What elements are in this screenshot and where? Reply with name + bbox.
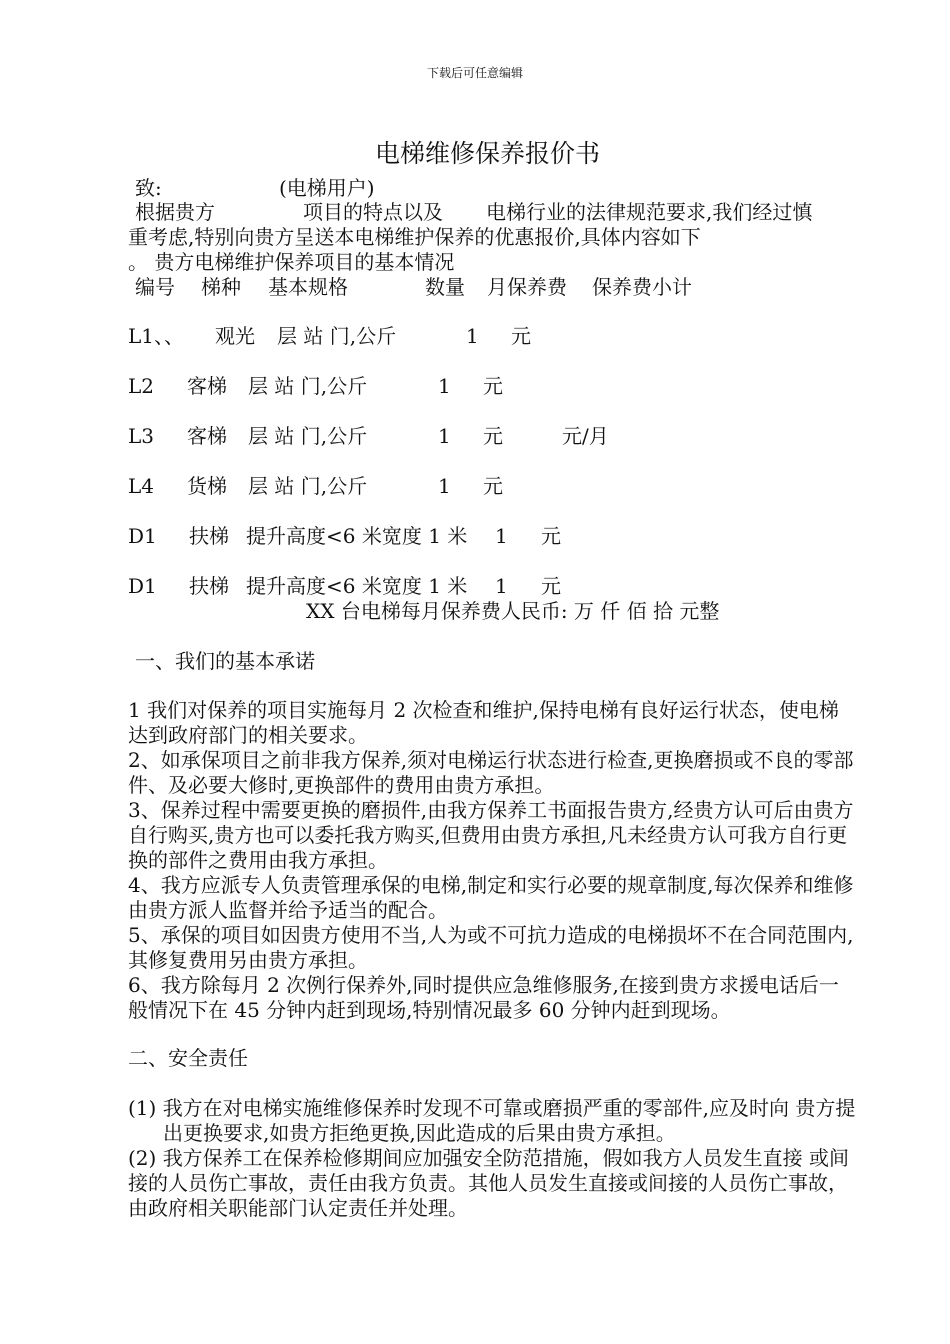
promise-item-4: 4、我方应派专人负责管理承保的电梯,制定和实行必要的规章制度,每次保养和维修由贵方派人监督并给予适当的配合。 — [128, 873, 854, 922]
safety-item-1: (1) 我方在对电梯实施维修保养时发现不可靠或磨损严重的零部件,应及时向 贵方提出更换要求,如贵方拒绝更换,因此造成的后果由贵方承担。 — [128, 1096, 856, 1145]
section-1-body — [128, 698, 858, 1023]
row-5-spec: 提升高度<6 米宽度 1 米 — [246, 524, 468, 548]
section-2-heading: 二、安全责任 — [128, 1046, 248, 1070]
row-1-spec: 层 站 门,公斤 — [277, 324, 397, 348]
section-2-body — [128, 1096, 858, 1221]
promise-item-6: 6、我方除每月 2 次例行保养外,同时提供应急维修服务,在接到贵方求援电话后一般情况下在 45 分钟内赶到现场,特别情况最多 60 分钟内赶到现场。 — [128, 973, 839, 1022]
row-1-fee: 元 — [511, 324, 531, 348]
to-label: 致: — [135, 176, 162, 200]
row-6-spec: 提升高度<6 米宽度 1 米 — [246, 574, 468, 598]
col-header-code: 编号 — [135, 275, 175, 299]
promise-item-3: 3、保养过程中需要更换的磨损件,由我方保养工书面报告贵方,经贵方认可后由贵方自行购买,贵方也可以委托我方购买,但费用由贵方承担,凡未经贵方认可我方自行更换的部件之费用由我方承担。 — [128, 798, 854, 872]
row-3-code: L3 — [128, 424, 155, 448]
row-4-code: L4 — [128, 474, 155, 498]
safety-item-2: (2) 我方保养工在保养检修期间应加强安全防范措施，假如我方人员发生直接 或间接的人员伤亡事故，责任由我方负责。其他人员发生直接或间接的人员伤亡事故，由政府相关职能部门认定责任并处理。 — [128, 1146, 850, 1220]
row-5-qty: 1 — [495, 524, 508, 548]
col-header-subtotal: 保养费小计 — [592, 275, 692, 299]
document-title: 电梯维修保养报价书 — [374, 139, 600, 168]
col-header-qty: 数量 — [425, 275, 465, 299]
col-header-spec: 基本规格 — [268, 275, 348, 299]
intro-text-a: 根据贵方 — [135, 200, 215, 224]
section-1-heading: 一、我们的基本承诺 — [135, 649, 315, 673]
page-header: 下载后可任意编辑 — [426, 66, 523, 80]
intro-line-2: 重考虑,特别向贵方呈送本电梯维护保养的优惠报价,具体内容如下 — [128, 225, 701, 249]
promise-item-1: 1 我们对保养的项目实施每月 2 次检查和维护,保持电梯有良好运行状态，使电梯达到政府部门的相关要求。 — [128, 698, 839, 747]
row-3-fee: 元 — [483, 424, 503, 448]
promise-item-5: 5、承保的项目如因贵方使用不当,人为或不可抗力造成的电梯损坏不在合同范围内, 其修复费用另由贵方承担。 — [128, 923, 854, 972]
row-4-type: 货梯 — [187, 474, 227, 498]
row-6-type: 扶梯 — [189, 574, 229, 598]
col-header-type: 梯种 — [201, 275, 241, 299]
row-2-type: 客梯 — [187, 374, 227, 398]
row-3-type: 客梯 — [187, 424, 227, 448]
row-3-spec: 层 站 门,公斤 — [248, 424, 368, 448]
col-header-fee: 月保养费 — [487, 275, 567, 299]
row-2-fee: 元 — [483, 374, 503, 398]
row-4-spec: 层 站 门,公斤 — [248, 474, 368, 498]
row-5-code: D1 — [128, 524, 157, 548]
row-6-code: D1 — [128, 574, 157, 598]
row-2-code: L2 — [128, 374, 155, 398]
promise-item-2: 2、如承保项目之前非我方保养,须对电梯运行状态进行检查,更换磨损或不良的零部件、及必要大修时,更换部件的费用由贵方承担。 — [128, 748, 854, 797]
row-1-qty: 1 — [466, 324, 479, 348]
row-1-code: L1、、 — [128, 324, 185, 348]
row-6-fee: 元 — [541, 574, 561, 598]
monthly-total: XX 台电梯每月保养费人民币: 万 仟 佰 拾 元整 — [306, 599, 720, 623]
row-4-qty: 1 — [438, 474, 451, 498]
row-6-qty: 1 — [495, 574, 508, 598]
intro-text-b: 项目的特点以及 — [303, 200, 443, 224]
row-3-qty: 1 — [438, 424, 451, 448]
intro-line-3: 。 贵方电梯维护保养项目的基本情况 — [128, 250, 455, 274]
intro-text-c: 电梯行业的法律规范要求,我们经过慎 — [486, 200, 813, 224]
row-5-type: 扶梯 — [189, 524, 229, 548]
row-3-subtotal: 元/月 — [562, 424, 609, 448]
to-user: (电梯用户) — [279, 176, 375, 200]
row-1-type: 观光 — [215, 324, 255, 348]
row-2-qty: 1 — [438, 374, 451, 398]
row-5-fee: 元 — [541, 524, 561, 548]
row-4-fee: 元 — [483, 474, 503, 498]
row-2-spec: 层 站 门,公斤 — [248, 374, 368, 398]
